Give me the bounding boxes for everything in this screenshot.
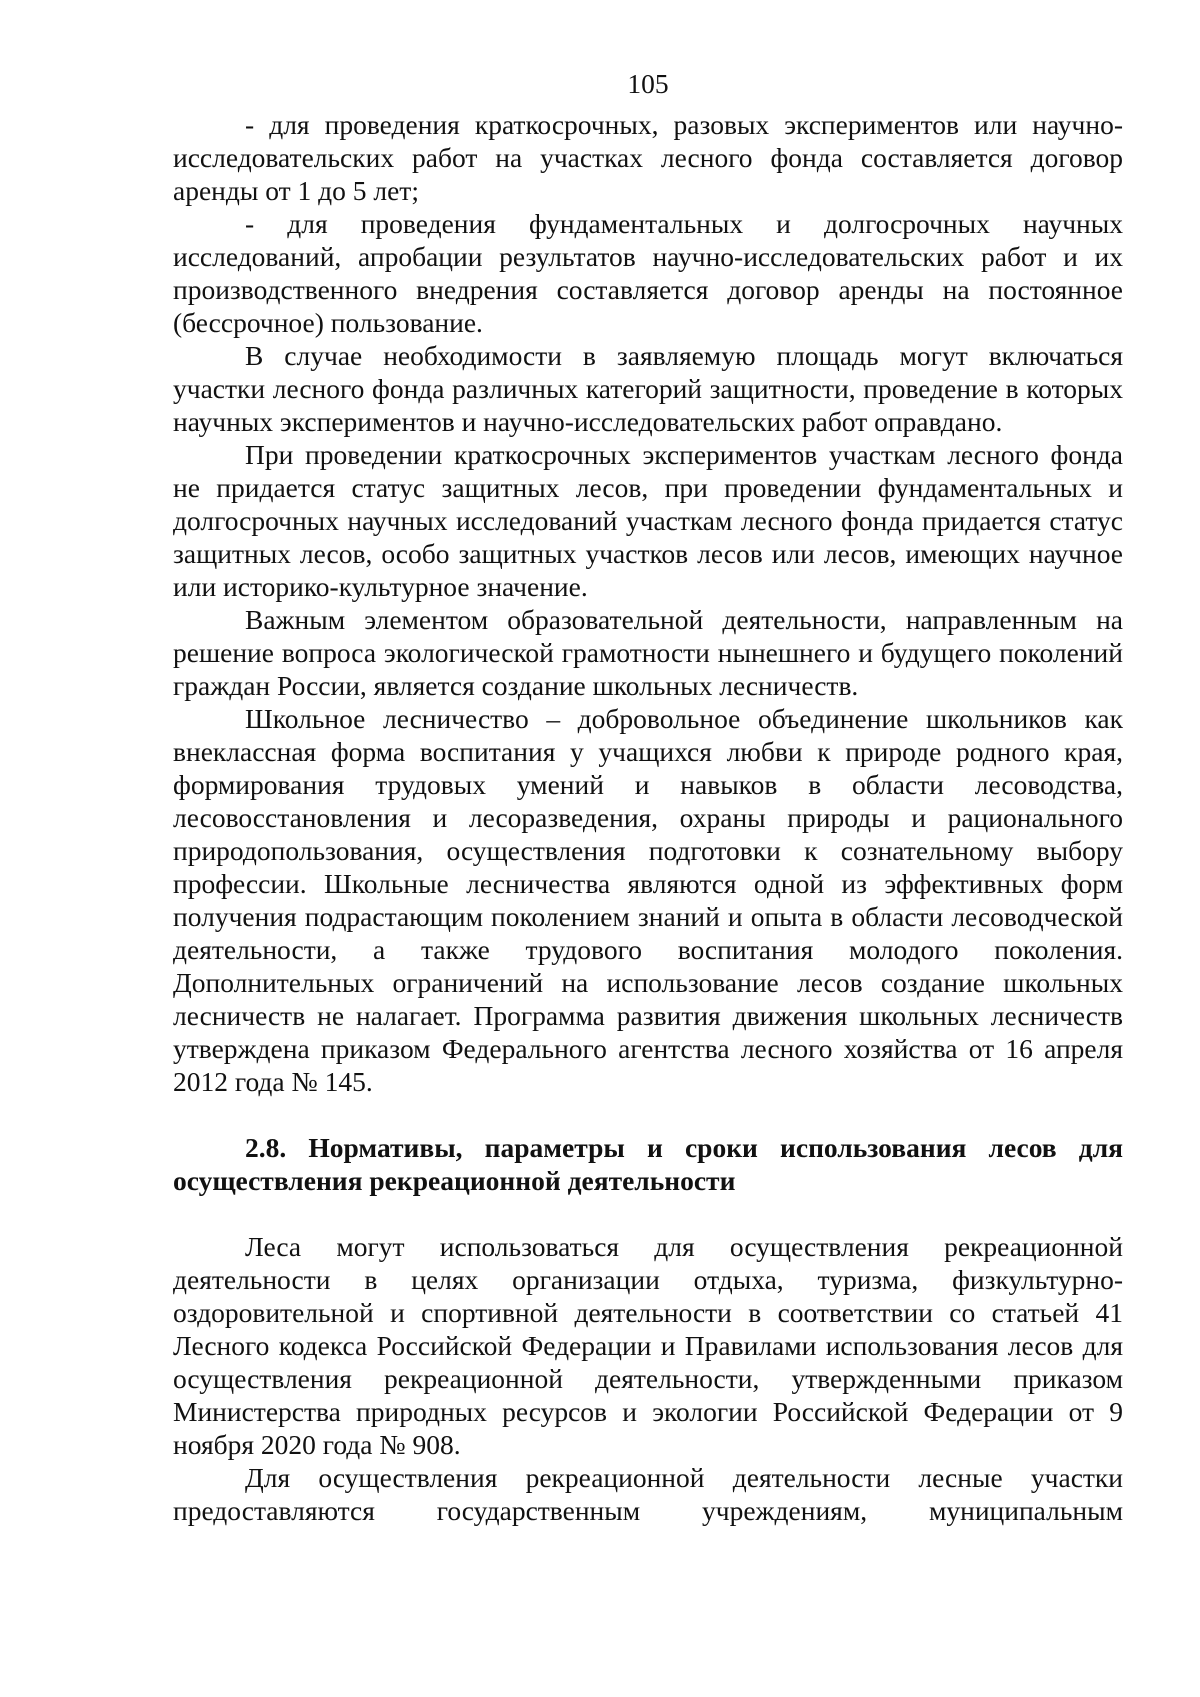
- page-number: 105: [627, 68, 669, 99]
- paragraph-recreational-lease-recipients: Для осуществления рекреационной деятельности лесные участки предоставляются государственным учреждениям, муниципальным: [173, 1462, 1123, 1526]
- document-page: [173, 60, 1123, 1527]
- paragraph-protective-status: При проведении краткосрочных экспериментов участкам лесного фонда не придается статус защитных лесов, при проведении фундаментальных и долгосрочных научных исследований участкам лесного фонда придается статус защитных лесов, особо защитных участков лесов или лесов, имеющих научное или историко-культурное значение.: [173, 439, 1123, 602]
- paragraph-school-forestry-intro: Важным элементом образовательной деятельности, направленным на решение вопроса экологической грамотности нынешнего и будущего поколений граждан России, является создание школьных лесничеств.: [173, 604, 1123, 701]
- paragraph-recreational-use: Леса могут использоваться для осуществления рекреационной деятельности в целях организации отдыха, туризма, физкультурно-оздоровительной и спортивной деятельности в соответствии со статьей 41 Лесного кодекса Российской Федерации и Правилами использования лесов для осуществления рекреационной деятельности, утвержденными приказом Министерства природных ресурсов и экологии Российской Федерации от 9 ноября 2020 года № 908.: [173, 1231, 1123, 1460]
- section-heading: 2.8. Нормативы, параметры и сроки использования лесов для осуществления рекреационной деятельности: [173, 1132, 1123, 1196]
- paragraph-permanent-lease: - для проведения фундаментальных и долгосрочных научных исследований, апробации результатов научно-исследовательских работ и их производственного внедрения составляется договор аренды на постоянное (бессрочное) пользование.: [173, 208, 1123, 338]
- paragraph-short-term-lease: - для проведения краткосрочных, разовых экспериментов или научно-исследовательских работ на участках лесного фонда составляется договор аренды от 1 до 5 лет;: [173, 109, 1123, 206]
- paragraph-protection-categories: В случае необходимости в заявляемую площадь могут включаться участки лесного фонда различных категорий защитности, проведение в которых научных экспериментов и научно-исследовательских работ оправдано.: [173, 340, 1123, 437]
- paragraph-school-forestry-definition: Школьное лесничество – добровольное объединение школьников как внеклассная форма воспитания у учащихся любви к природе родного края, формирования трудовых умений и навыков в области лесоводства, лесовосстановления и лесоразведения, охраны природы и рационального природопользования, осуществления подготовки к сознательному выбору профессии. Школьные лесничества являются одной из эффективных форм получения подрастающим поколением знаний и опыта в области лесоводческой деятельности, а также трудового воспитания молодого поколения. Дополнительных ограничений на использование лесов создание школьных лесничеств не налагает. Программа развития движения школьных лесничеств утверждена приказом Федерального агентства лесного хозяйства от 16 апреля 2012 года № 145.: [173, 703, 1123, 1097]
